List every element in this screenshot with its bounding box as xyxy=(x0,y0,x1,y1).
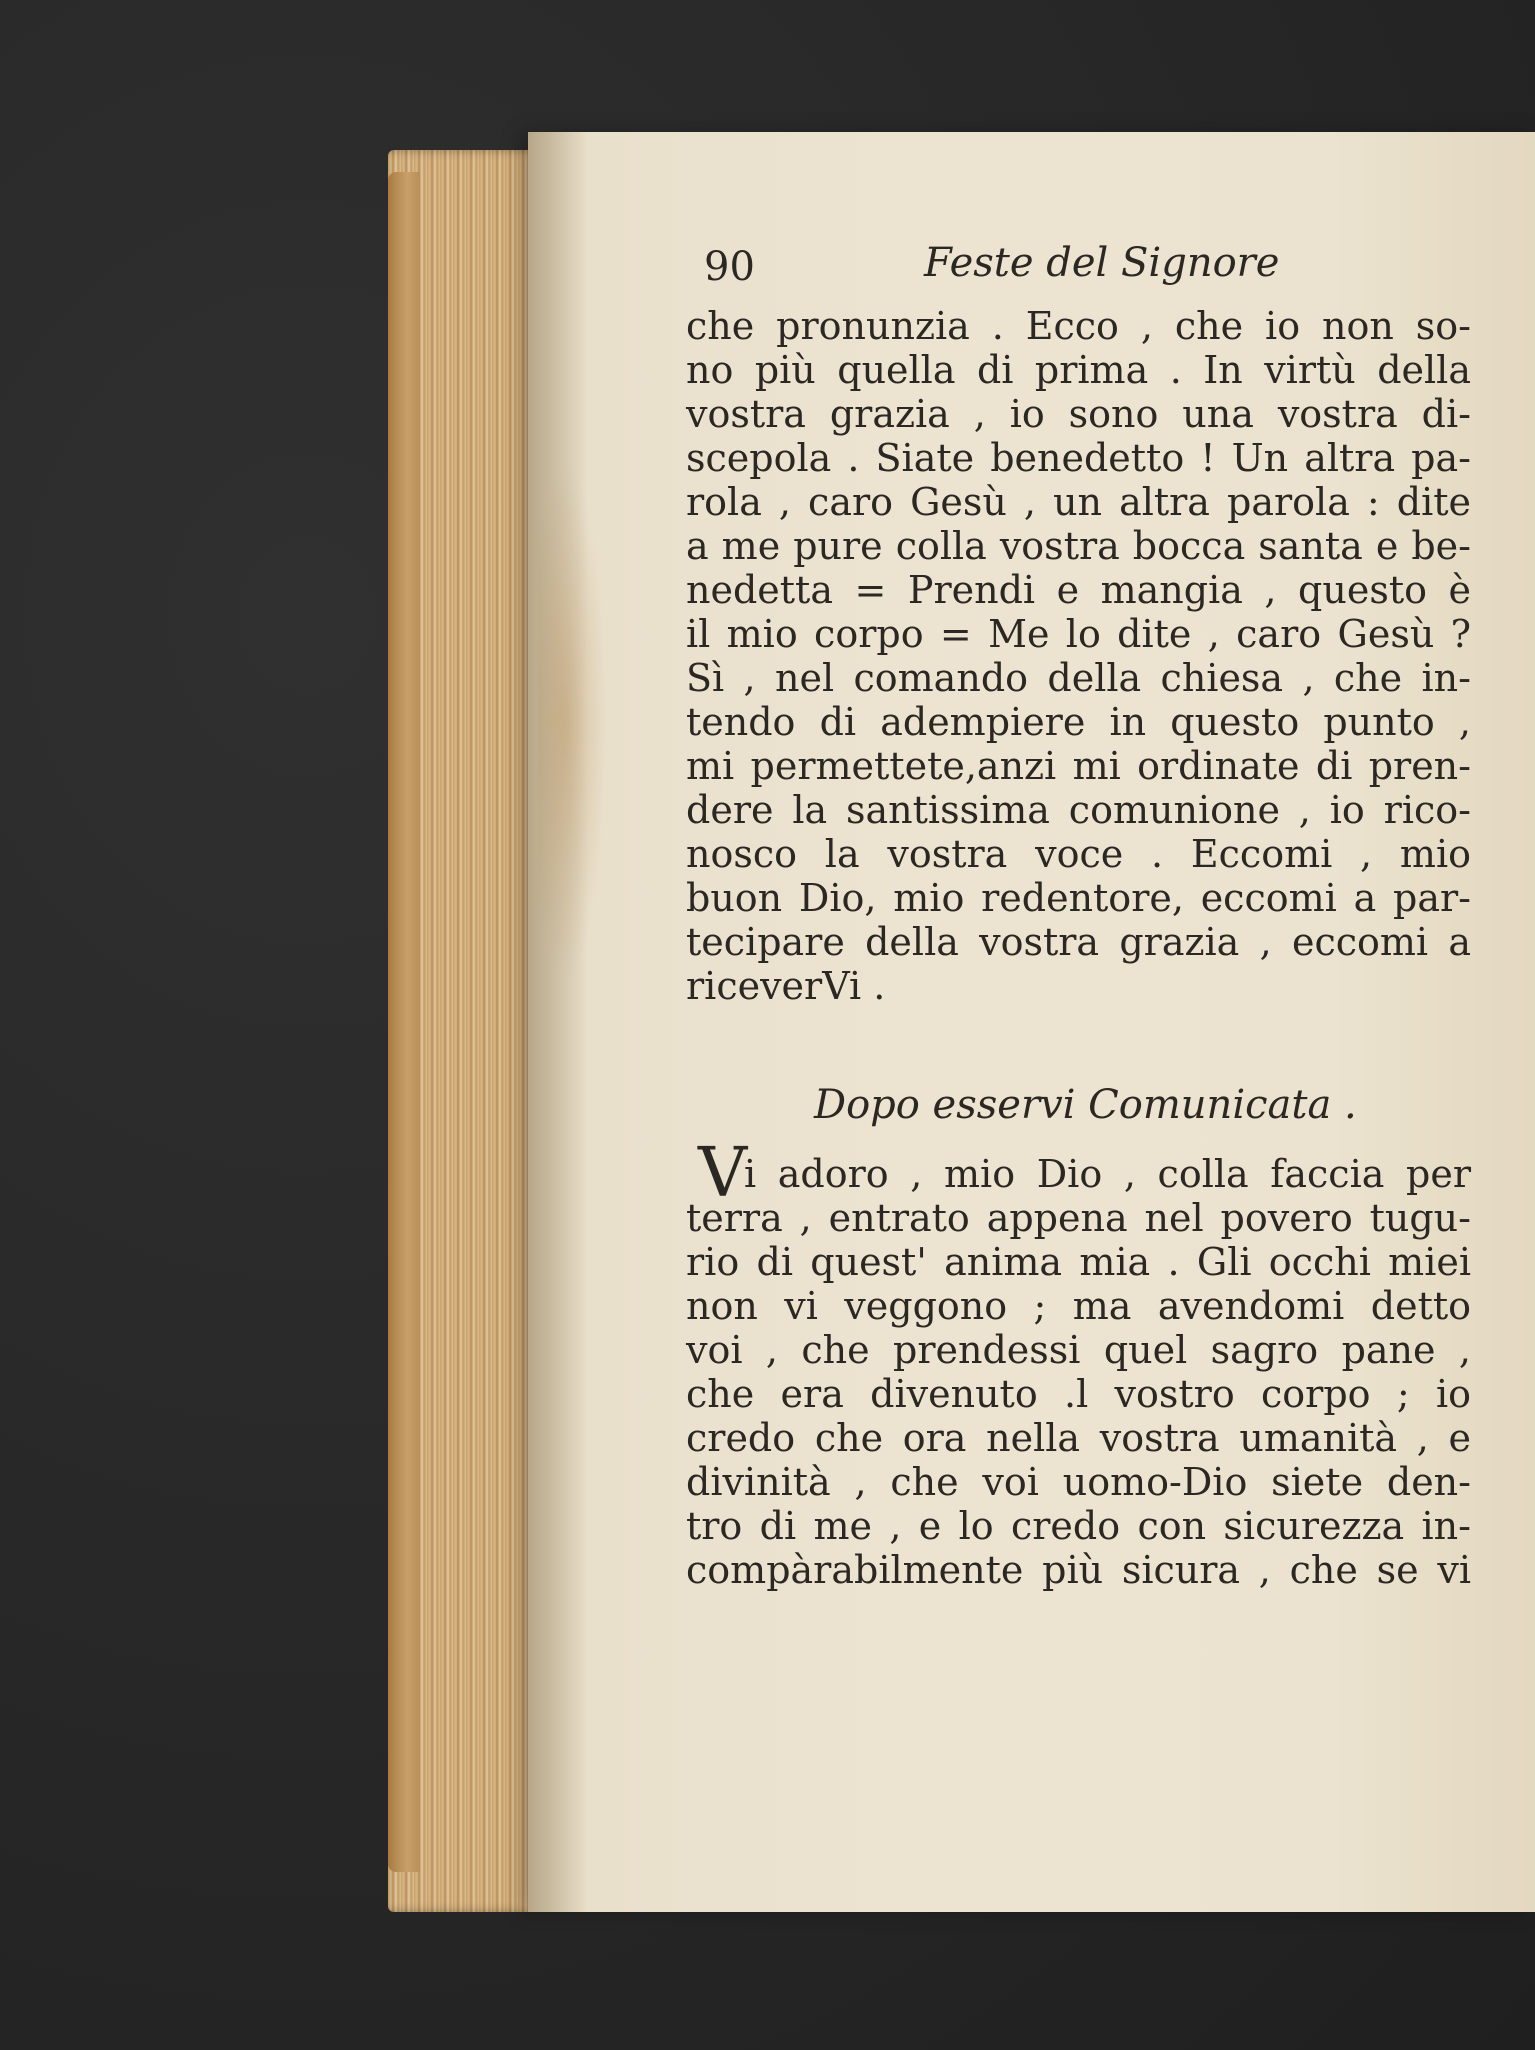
text-line: vostra grazia , io sono una vostra di- xyxy=(686,392,1471,436)
text-line: no più quella di prima . In virtù della xyxy=(686,348,1471,392)
text-line: che era divenuto .l vostro corpo ; io xyxy=(686,1372,1471,1416)
text-line: compàrabilmente più sicura , che se vi xyxy=(686,1548,1471,1592)
text-line: scepola . Siate benedetto ! Un altra pa- xyxy=(686,436,1471,480)
text-line: i adoro , mio Dio , colla faccia per xyxy=(744,1152,1471,1196)
running-head xyxy=(686,240,1486,304)
book-spine-edge xyxy=(388,172,420,1872)
page-text xyxy=(686,240,1486,1592)
text-line: credo che ora nella vostra umanità , e xyxy=(686,1416,1471,1460)
text-line: rio di quest' anima mia . Gli occhi miei xyxy=(686,1240,1471,1284)
section-heading: Dopo esservi Comunicata . xyxy=(814,1082,1357,1128)
paragraph-1 xyxy=(686,304,1486,1008)
text-line: nosco la vostra voce . Eccomi , mio xyxy=(686,832,1471,876)
text-line: terra , entrato appena nel povero tugu- xyxy=(686,1196,1471,1240)
text-line: tecipare della vostra grazia , eccomi a xyxy=(686,920,1471,964)
text-line: non vi veggono ; ma avendomi detto xyxy=(686,1284,1471,1328)
drop-cap: V xyxy=(698,1134,748,1213)
page-number: 90 xyxy=(704,244,755,290)
text-line: dere la santissima comunione , io rico- xyxy=(686,788,1471,832)
text-line: voi , che prendessi quel sagro pane , xyxy=(686,1328,1471,1372)
page-gutter-shadow xyxy=(528,132,588,1912)
text-line: tendo di adempiere in questo punto , xyxy=(686,700,1471,744)
text-line: buon Dio, mio redentore, eccomi a par- xyxy=(686,876,1471,920)
text-line: tro di me , e lo credo con sicurezza in- xyxy=(686,1504,1471,1548)
text-line: il mio corpo = Me lo dite , caro Gesù ? xyxy=(686,612,1471,656)
paragraph-2 xyxy=(686,1134,1486,1592)
text-line: mi permettete,anzi mi ordinate di pren- xyxy=(686,744,1471,788)
text-line: riceverVi . xyxy=(686,964,886,1008)
text-line: Sì , nel comando della chiesa , che in- xyxy=(686,656,1471,700)
text-line: nedetta = Prendi e mangia , questo è xyxy=(686,568,1471,612)
text-line: a me pure colla vostra bocca santa e be- xyxy=(686,524,1471,568)
page-stain xyxy=(538,462,608,982)
text-line: rola , caro Gesù , un altra parola : dite xyxy=(686,480,1471,524)
text-line: divinità , che voi uomo-Dio siete den- xyxy=(686,1460,1471,1504)
text-line: che pronunzia . Ecco , che io non so- xyxy=(686,304,1471,348)
running-title: Feste del Signore xyxy=(924,240,1280,286)
